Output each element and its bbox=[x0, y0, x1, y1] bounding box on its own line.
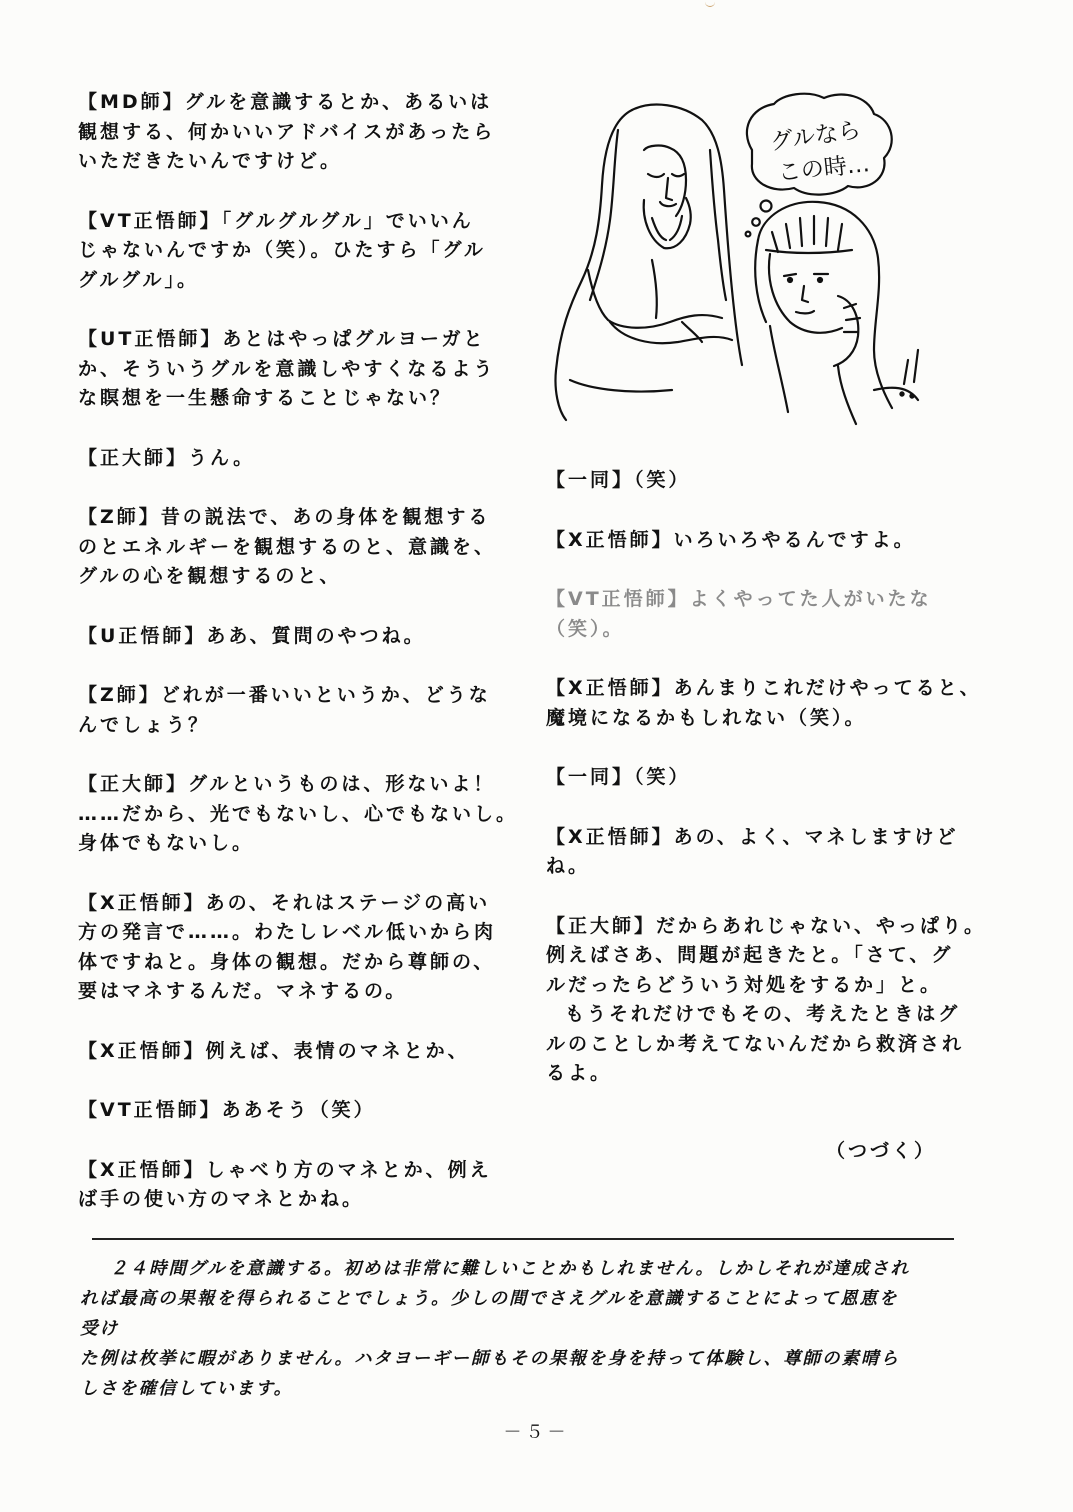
dialogue-seidaishi-un bbox=[78, 444, 518, 474]
text-line: るよ。 bbox=[546, 1062, 613, 1084]
text-line: グルグル」。 bbox=[78, 268, 199, 291]
text-line: 【Z師】昔の説法で、あの身体を観想する bbox=[78, 506, 491, 528]
divider-rule bbox=[92, 1238, 954, 1240]
text-line: ルだったらどういう対処をするか」と。 bbox=[546, 973, 943, 996]
text-line: 体ですねと。身体の観想。だから尊師の、 bbox=[78, 950, 496, 973]
text-line: 【UT正悟師】あとはやっぱグルヨーガと bbox=[78, 328, 486, 350]
text-line: ……だから、光でもないし、心でもないし。 bbox=[78, 802, 519, 825]
text-line: 観想する、何かいいアドバイスがあったら bbox=[78, 120, 496, 143]
text-line: 【正大師】うん。 bbox=[78, 446, 256, 469]
dialogue-z-question bbox=[78, 503, 518, 592]
text-line: 【X正悟師】しゃべり方のマネとか、例え bbox=[78, 1158, 492, 1181]
dialogue-x-makyo bbox=[546, 674, 994, 733]
footer-line: 受け bbox=[80, 1319, 119, 1339]
dialogue-vt-someone bbox=[546, 585, 994, 644]
footer-line: れば最高の果報を得られることでしょう。少しの間でさえグルを意識することによって恩恵を bbox=[80, 1289, 899, 1309]
text-line: 【X正悟師】あんまりこれだけやってると、 bbox=[546, 677, 982, 699]
text-line: 【VT正悟師】よくやってた人がいたな bbox=[546, 588, 932, 610]
text-line: 【X正悟師】あの、よく、マネしますけど bbox=[546, 825, 959, 848]
dialogue-vt-aasou bbox=[78, 1096, 518, 1126]
text-line: な瞑想を一生懸命することじゃない？ bbox=[78, 387, 453, 409]
footer-line: ２４時間グルを意識する。初めは非常に難しいことかもしれません。しかしそれが達成され bbox=[110, 1259, 911, 1279]
dialogue-x-various bbox=[546, 526, 994, 556]
text-line: 【正大師】グルというものは、形ないよ！ bbox=[78, 773, 496, 795]
text-line: 【正大師】だからあれじゃない、やっぱり。 bbox=[546, 914, 987, 937]
dialogue-x-stage bbox=[78, 889, 518, 1007]
text-line: か、そういうグルを意識しやすくなるよう bbox=[78, 357, 496, 380]
footer-line: しさを確信しています。 bbox=[80, 1379, 294, 1399]
text-line: 例えばさあ、問題が起きたと。「さて、グ bbox=[546, 944, 954, 966]
dialogue-all-laugh-2 bbox=[546, 763, 994, 793]
text-line: のとエネルギーを観想するのと、意識を、 bbox=[78, 535, 497, 558]
thought-bubble-text-line-1: グルなら bbox=[768, 117, 863, 156]
text-line: んでしょう？ bbox=[78, 713, 211, 736]
text-line: 身体でもないし。 bbox=[78, 832, 255, 854]
dialogue-z-followup bbox=[78, 681, 518, 740]
text-line: 【X正悟師】いろいろやるんですよ。 bbox=[546, 528, 916, 551]
dialogue-vt-reply bbox=[78, 207, 518, 296]
text-line: 【X正悟師】例えば、表情のマネとか、 bbox=[78, 1039, 470, 1062]
text-line: 【一同】（笑） bbox=[546, 469, 691, 491]
text-line: ルのことしか考えてないんだから救済され bbox=[546, 1032, 965, 1055]
text-line: ば手の使い方のマネとかね。 bbox=[78, 1188, 365, 1210]
text-line: （笑）。 bbox=[546, 617, 625, 640]
footer-note bbox=[80, 1254, 970, 1404]
text-line: 【VT正悟師】ああそう（笑） bbox=[78, 1099, 376, 1121]
dialogue-ut-reply bbox=[78, 325, 518, 414]
right-column bbox=[546, 466, 994, 1119]
dialogue-x-imitate bbox=[546, 823, 994, 882]
dialogue-seidaishi-guru bbox=[78, 770, 518, 859]
text-line: もうそれだけでもその、考えたときはグ bbox=[565, 1003, 961, 1025]
text-line: いただきたいんですけど。 bbox=[78, 150, 343, 172]
text-line: 【Z師】どれが一番いいというか、どうな bbox=[78, 684, 491, 706]
dialogue-seidaishi-conclusion bbox=[546, 912, 994, 1089]
page-number: －５－ bbox=[503, 1422, 570, 1443]
dialogue-x-speech bbox=[78, 1156, 518, 1215]
dialogue-x-expression bbox=[78, 1037, 518, 1067]
left-column bbox=[78, 88, 518, 1245]
text-line: 【VT正悟師】「グルグルグル」でいいん bbox=[78, 209, 474, 232]
text-line: 要はマネするんだ。マネするの。 bbox=[78, 980, 408, 1002]
woman-figure bbox=[755, 202, 918, 424]
text-line: グルの心を観想するのと、 bbox=[78, 565, 342, 587]
guru-illustration bbox=[552, 90, 968, 446]
text-line: 方の発言で……。わたしレベル低いから肉 bbox=[78, 921, 497, 943]
text-line: 【MD師】グルを意識するとか、あるいは bbox=[78, 91, 493, 113]
guru-figure bbox=[555, 105, 742, 420]
thought-bubble-text-line-2: この時… bbox=[776, 151, 871, 187]
text-line: 【U正悟師】ああ、質問のやつね。 bbox=[78, 624, 426, 647]
dialogue-all-laugh-1 bbox=[546, 466, 994, 496]
text-line: 【X正悟師】あの、それはステージの高い bbox=[78, 891, 491, 914]
text-line: ね。 bbox=[546, 855, 591, 877]
scan-artifact bbox=[705, 0, 715, 7]
text-line: 魔境になるかもしれない（笑）。 bbox=[546, 706, 867, 729]
dialogue-md-question bbox=[78, 88, 518, 177]
dialogue-u-reply bbox=[78, 622, 518, 652]
footer-line: た例は枚挙に暇がありません。ハタヨーギー師もその果報を身を持って体験し、尊師の素晴ら bbox=[80, 1349, 901, 1369]
to-be-continued: （つづく） bbox=[826, 1140, 937, 1162]
text-line: 【一同】（笑） bbox=[546, 766, 691, 788]
text-line: じゃないんですか（笑）。ひたすら「グル bbox=[78, 239, 486, 261]
